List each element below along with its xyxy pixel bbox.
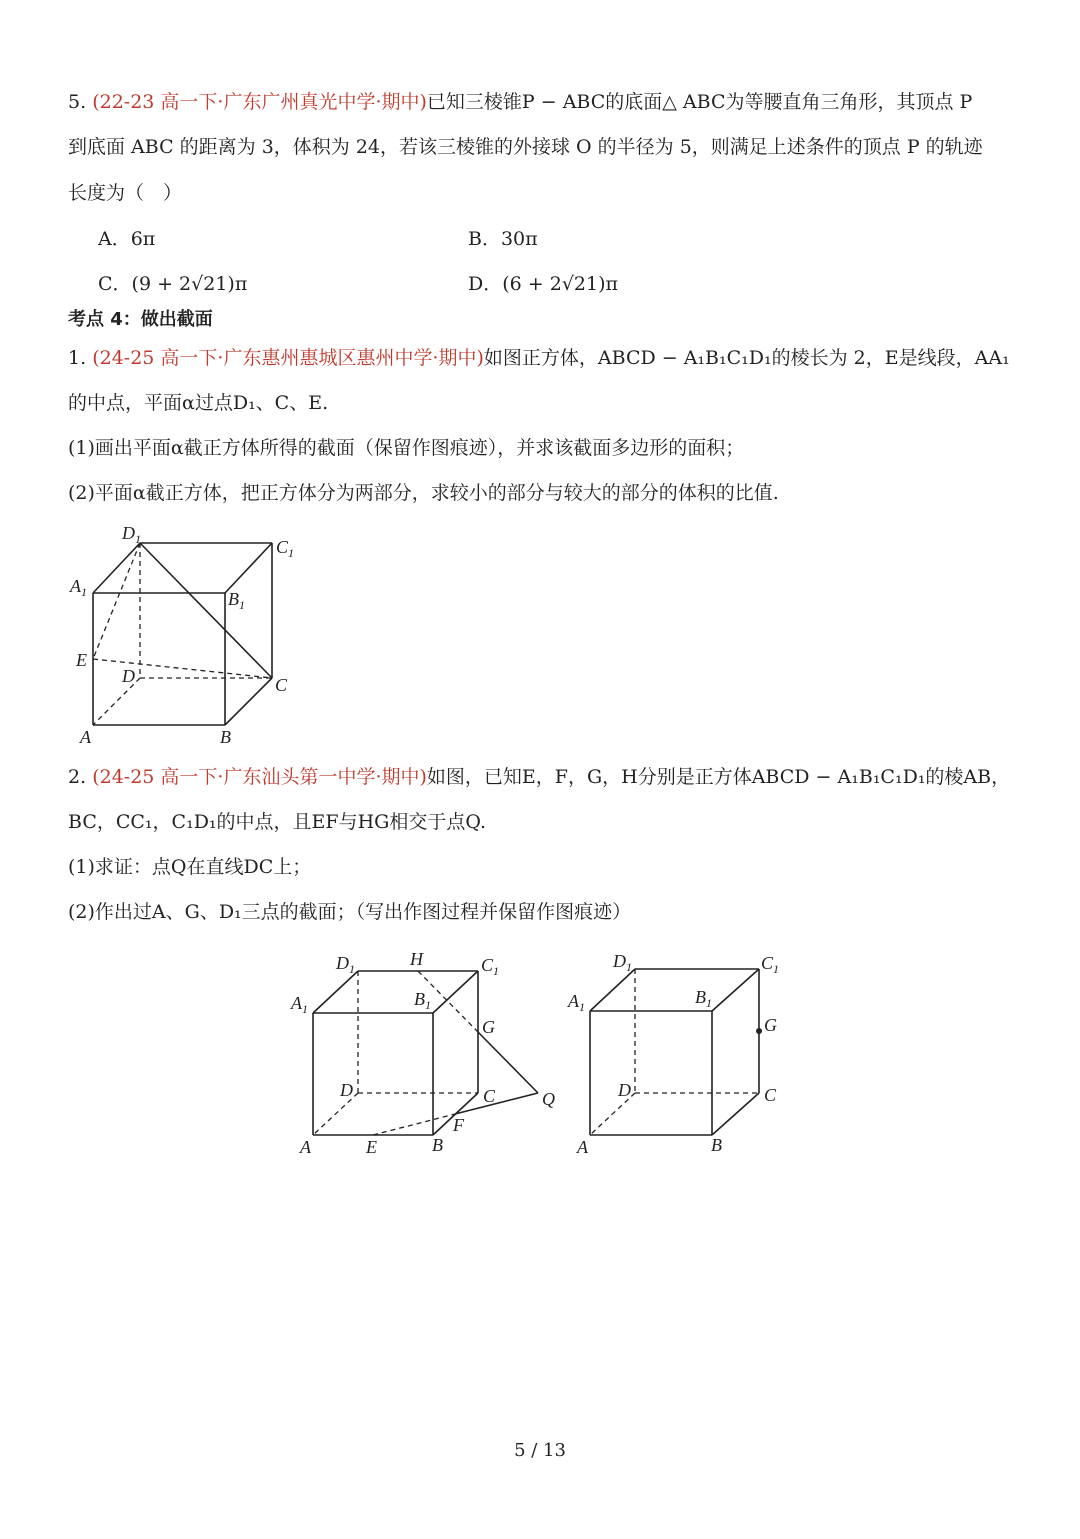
label-b: B (220, 727, 231, 747)
p1-line1 (68, 346, 1010, 370)
p2-line1 (68, 765, 1010, 789)
edge-c1b1 (225, 543, 272, 593)
label-d: D (618, 1080, 631, 1100)
edge-a1d1 (590, 969, 635, 1011)
segment-ef (373, 1114, 455, 1135)
q5-option-a: A．6π (98, 228, 156, 250)
point-g (756, 1028, 762, 1034)
p2-question-1: (1)求证：点Q在直线DC上； (68, 856, 312, 878)
label-c1: $C_1$ (481, 955, 500, 978)
edge-a1d1 (93, 543, 140, 593)
p2-line2: BC，CC₁，C₁D₁的中点，且EF与HG相交于点Q. (68, 811, 487, 833)
label-e: E (366, 1137, 377, 1157)
p1-number: 1. (68, 347, 87, 369)
segment-ec (93, 659, 272, 678)
label-b1: $B_1$ (414, 989, 431, 1012)
label-a: A (80, 727, 91, 747)
p2-source: (24-25 高一下·广东汕头第一中学·期中) (92, 766, 427, 788)
label-c: C (483, 1086, 496, 1106)
label-g: G (764, 1015, 777, 1035)
edge-c1b1 (433, 971, 478, 1013)
label-a1: $A_1$ (568, 991, 585, 1014)
label-g: G (482, 1017, 495, 1037)
label-b1: $B_1$ (695, 987, 712, 1010)
p2-question-2: (2)作出过A、G、D₁三点的截面；（写出作图过程并保留作图痕迹） (68, 901, 632, 923)
segment-gq (478, 1032, 538, 1093)
p2-line1-text: 如图，已知E，F，G，H分别是正方体ABCD − A₁B₁C₁D₁的棱AB， (426, 766, 1011, 788)
label-c1: $C_1$ (761, 953, 780, 976)
p1-line2: 的中点，平面α过点D₁、C、E. (68, 392, 329, 414)
p1-line1-text: 如图正方体，ABCD − A₁B₁C₁D₁的棱长为 2，E是线段，AA₁ (483, 347, 1010, 369)
label-a1: $A_1$ (291, 993, 308, 1016)
label-b: B (432, 1135, 443, 1155)
label-a1: $A_1$ (70, 576, 87, 599)
p1-question-1: (1)画出平面α截正方体所得的截面（保留作图痕迹），并求该截面多边形的面积； (68, 437, 745, 459)
q5-line1 (68, 90, 972, 114)
label-h: H (410, 949, 423, 969)
label-c1: $C_1$ (276, 537, 295, 560)
label-c: C (764, 1085, 777, 1105)
label-d1: $D_1$ (122, 523, 141, 546)
label-d: D (340, 1080, 353, 1100)
label-d1: $D_1$ (613, 951, 632, 974)
q5-option-c: C．(9 + 2√21)π (98, 273, 248, 295)
q5-line1-text: 已知三棱锥P − ABC的底面△ ABC为等腰直角三角形，其顶点 P (426, 91, 973, 113)
label-d: D (122, 666, 135, 686)
q5-line3: 长度为（ ） (68, 182, 183, 204)
label-b1: $B_1$ (228, 589, 245, 612)
label-a: A (300, 1137, 311, 1157)
q5-option-b: B．30π (468, 228, 538, 250)
p1-cube-figure (60, 515, 320, 750)
p2-number: 2. (68, 766, 87, 788)
q5-option-d: D．(6 + 2√21)π (468, 273, 619, 295)
label-d1: $D_1$ (336, 953, 355, 976)
q5-number: 5. (68, 91, 87, 113)
p2-left-cube-figure (288, 945, 568, 1160)
p1-question-2: (2)平面α截正方体，把正方体分为两部分，求较小的部分与较大的部分的体积的比值. (68, 482, 779, 504)
p1-source: (24-25 高一下·广东惠州惠城区惠州中学·期中) (92, 347, 484, 369)
page-number: 5 / 13 (514, 1440, 566, 1461)
edge-cb (712, 1093, 759, 1135)
edge-a1d1 (313, 971, 358, 1013)
label-e: E (76, 650, 87, 670)
edge-cb (225, 678, 272, 725)
label-a: A (577, 1137, 588, 1157)
section-heading: 考点 4：做出截面 (68, 309, 213, 330)
label-b: B (711, 1135, 722, 1155)
segment-d1e (93, 543, 140, 659)
label-c: C (275, 675, 288, 695)
q5-source: (22-23 高一下·广东广州真光中学·期中) (92, 91, 427, 113)
label-q: Q (542, 1089, 555, 1109)
label-f: F (453, 1115, 464, 1135)
q5-line2: 到底面 ABC 的距离为 3，体积为 24，若该三棱锥的外接球 O 的半径为 5，则满足上述条件的顶点 P 的轨迹 (68, 136, 983, 158)
edge-c1b1 (712, 969, 759, 1011)
p2-right-cube-figure (565, 945, 795, 1160)
